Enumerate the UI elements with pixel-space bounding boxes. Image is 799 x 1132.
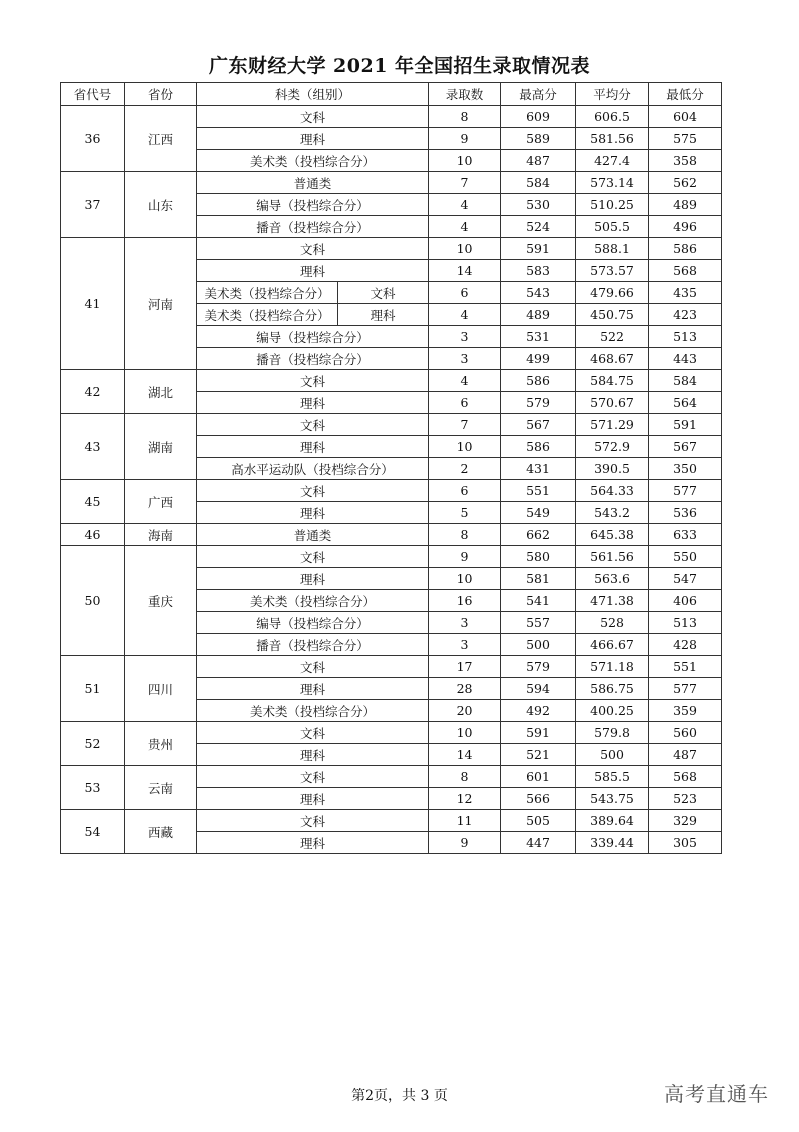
- min-score: 550: [649, 546, 722, 568]
- max-score: 584: [501, 172, 576, 194]
- min-score: 423: [649, 304, 722, 326]
- admitted-count: 28: [429, 678, 501, 700]
- category-cell: 文科: [197, 810, 429, 832]
- min-score: 577: [649, 480, 722, 502]
- max-score: 601: [501, 766, 576, 788]
- admitted-count: 12: [429, 788, 501, 810]
- admitted-count: 3: [429, 634, 501, 656]
- avg-score: 584.75: [576, 370, 649, 392]
- category-cell: 文科: [197, 546, 429, 568]
- max-score: 581: [501, 568, 576, 590]
- avg-score: 390.5: [576, 458, 649, 480]
- avg-score: 450.75: [576, 304, 649, 326]
- min-score: 489: [649, 194, 722, 216]
- admitted-count: 9: [429, 832, 501, 854]
- min-score: 350: [649, 458, 722, 480]
- category-cell: 播音（投档综合分）: [197, 348, 429, 370]
- table-row: [61, 414, 722, 436]
- category-cell: 播音（投档综合分）: [197, 216, 429, 238]
- category-cell: 理科: [197, 678, 429, 700]
- watermark: 高考直通车: [664, 1082, 769, 1106]
- admitted-count: 17: [429, 656, 501, 678]
- max-score: 447: [501, 832, 576, 854]
- max-score: 541: [501, 590, 576, 612]
- page-footer: 第2页，共 3 页: [351, 1088, 448, 1104]
- province-code: 41: [61, 238, 125, 370]
- table-body: [61, 106, 722, 854]
- category-cell: 理科: [197, 788, 429, 810]
- max-score: 591: [501, 722, 576, 744]
- province-name: 重庆: [125, 546, 197, 656]
- avg-score: 571.18: [576, 656, 649, 678]
- avg-score: 471.38: [576, 590, 649, 612]
- province-name: 海南: [125, 524, 197, 546]
- min-score: 591: [649, 414, 722, 436]
- province-code: 42: [61, 370, 125, 414]
- avg-score: 573.57: [576, 260, 649, 282]
- max-score: 530: [501, 194, 576, 216]
- admitted-count: 5: [429, 502, 501, 524]
- table-row: [61, 172, 722, 194]
- admitted-count: 4: [429, 304, 501, 326]
- min-score: 487: [649, 744, 722, 766]
- admitted-count: 14: [429, 260, 501, 282]
- max-score: 594: [501, 678, 576, 700]
- category-cell: 美术类（投档综合分）: [197, 150, 429, 172]
- min-score: 329: [649, 810, 722, 832]
- min-score: 547: [649, 568, 722, 590]
- province-name: 江西: [125, 106, 197, 172]
- max-score: 583: [501, 260, 576, 282]
- min-score: 513: [649, 612, 722, 634]
- avg-score: 466.67: [576, 634, 649, 656]
- avg-score: 585.5: [576, 766, 649, 788]
- avg-score: 645.38: [576, 524, 649, 546]
- min-score: 443: [649, 348, 722, 370]
- page-title: 广东财经大学 2021 年全国招生录取情况表: [208, 55, 591, 77]
- min-score: 584: [649, 370, 722, 392]
- max-score: 549: [501, 502, 576, 524]
- admitted-count: 10: [429, 568, 501, 590]
- max-score: 579: [501, 392, 576, 414]
- province-name: 西藏: [125, 810, 197, 854]
- province-name: 河南: [125, 238, 197, 370]
- min-score: 536: [649, 502, 722, 524]
- category-cell: 高水平运动队（投档综合分）: [197, 458, 429, 480]
- province-name: 湖南: [125, 414, 197, 480]
- header-province-code: 省代号: [61, 83, 125, 106]
- province-code: 54: [61, 810, 125, 854]
- avg-score: 606.5: [576, 106, 649, 128]
- admitted-count: 8: [429, 106, 501, 128]
- max-score: 489: [501, 304, 576, 326]
- category-cell: 美术类（投档综合分）: [197, 282, 338, 304]
- avg-score: 522: [576, 326, 649, 348]
- table-row: [61, 106, 722, 128]
- table-row: [61, 480, 722, 502]
- avg-score: 543.75: [576, 788, 649, 810]
- table-row: [61, 238, 722, 260]
- max-score: 566: [501, 788, 576, 810]
- category-cell: 文科: [197, 238, 429, 260]
- min-score: 575: [649, 128, 722, 150]
- min-score: 435: [649, 282, 722, 304]
- table-row: [61, 766, 722, 788]
- avg-score: 579.8: [576, 722, 649, 744]
- category-cell: 理科: [197, 436, 429, 458]
- avg-score: 563.6: [576, 568, 649, 590]
- subcategory-cell: 文科: [338, 282, 429, 304]
- admitted-count: 10: [429, 436, 501, 458]
- max-score: 589: [501, 128, 576, 150]
- admitted-count: 4: [429, 194, 501, 216]
- header-category: 科类（组别）: [197, 83, 429, 106]
- province-code: 45: [61, 480, 125, 524]
- category-cell: 播音（投档综合分）: [197, 634, 429, 656]
- avg-score: 389.64: [576, 810, 649, 832]
- admitted-count: 10: [429, 238, 501, 260]
- avg-score: 339.44: [576, 832, 649, 854]
- max-score: 524: [501, 216, 576, 238]
- province-name: 贵州: [125, 722, 197, 766]
- category-cell: 理科: [197, 128, 429, 150]
- min-score: 560: [649, 722, 722, 744]
- category-cell: 美术类（投档综合分）: [197, 304, 338, 326]
- avg-score: 586.75: [576, 678, 649, 700]
- admitted-count: 6: [429, 282, 501, 304]
- admitted-count: 6: [429, 392, 501, 414]
- min-score: 633: [649, 524, 722, 546]
- category-cell: 美术类（投档综合分）: [197, 700, 429, 722]
- subcategory-cell: 理科: [338, 304, 429, 326]
- min-score: 577: [649, 678, 722, 700]
- province-code: 36: [61, 106, 125, 172]
- avg-score: 500: [576, 744, 649, 766]
- category-cell: 编导（投档综合分）: [197, 194, 429, 216]
- province-code: 53: [61, 766, 125, 810]
- min-score: 496: [649, 216, 722, 238]
- min-score: 523: [649, 788, 722, 810]
- header-avg-score: 平均分: [576, 83, 649, 106]
- avg-score: 571.29: [576, 414, 649, 436]
- max-score: 586: [501, 436, 576, 458]
- min-score: 564: [649, 392, 722, 414]
- max-score: 499: [501, 348, 576, 370]
- header-min-score: 最低分: [649, 83, 722, 106]
- category-cell: 编导（投档综合分）: [197, 612, 429, 634]
- avg-score: 479.66: [576, 282, 649, 304]
- admitted-count: 9: [429, 546, 501, 568]
- admitted-count: 11: [429, 810, 501, 832]
- min-score: 358: [649, 150, 722, 172]
- admitted-count: 10: [429, 722, 501, 744]
- admitted-count: 8: [429, 766, 501, 788]
- category-cell: 文科: [197, 414, 429, 436]
- admitted-count: 3: [429, 612, 501, 634]
- category-cell: 文科: [197, 722, 429, 744]
- max-score: 531: [501, 326, 576, 348]
- admitted-count: 3: [429, 348, 501, 370]
- max-score: 567: [501, 414, 576, 436]
- province-code: 52: [61, 722, 125, 766]
- table-row: [61, 546, 722, 568]
- max-score: 579: [501, 656, 576, 678]
- admitted-count: 8: [429, 524, 501, 546]
- avg-score: 573.14: [576, 172, 649, 194]
- table-row: [61, 722, 722, 744]
- avg-score: 543.2: [576, 502, 649, 524]
- max-score: 662: [501, 524, 576, 546]
- avg-score: 581.56: [576, 128, 649, 150]
- avg-score: 505.5: [576, 216, 649, 238]
- admission-table: [60, 82, 722, 854]
- min-score: 359: [649, 700, 722, 722]
- avg-score: 510.25: [576, 194, 649, 216]
- category-cell: 文科: [197, 766, 429, 788]
- category-cell: 编导（投档综合分）: [197, 326, 429, 348]
- province-name: 云南: [125, 766, 197, 810]
- category-cell: 文科: [197, 480, 429, 502]
- admitted-count: 20: [429, 700, 501, 722]
- max-score: 580: [501, 546, 576, 568]
- province-code: 37: [61, 172, 125, 238]
- max-score: 557: [501, 612, 576, 634]
- max-score: 586: [501, 370, 576, 392]
- avg-score: 468.67: [576, 348, 649, 370]
- table-row: [61, 656, 722, 678]
- avg-score: 561.56: [576, 546, 649, 568]
- max-score: 492: [501, 700, 576, 722]
- category-cell: 文科: [197, 106, 429, 128]
- category-cell: 理科: [197, 744, 429, 766]
- avg-score: 400.25: [576, 700, 649, 722]
- table-row: [61, 370, 722, 392]
- min-score: 567: [649, 436, 722, 458]
- min-score: 604: [649, 106, 722, 128]
- admitted-count: 14: [429, 744, 501, 766]
- province-name: 四川: [125, 656, 197, 722]
- category-cell: 理科: [197, 392, 429, 414]
- province-code: 50: [61, 546, 125, 656]
- province-name: 湖北: [125, 370, 197, 414]
- max-score: 431: [501, 458, 576, 480]
- admitted-count: 10: [429, 150, 501, 172]
- category-cell: 普通类: [197, 172, 429, 194]
- min-score: 513: [649, 326, 722, 348]
- max-score: 551: [501, 480, 576, 502]
- admitted-count: 7: [429, 172, 501, 194]
- province-code: 46: [61, 524, 125, 546]
- province-name: 广西: [125, 480, 197, 524]
- min-score: 568: [649, 766, 722, 788]
- min-score: 406: [649, 590, 722, 612]
- header-max-score: 最高分: [501, 83, 576, 106]
- avg-score: 427.4: [576, 150, 649, 172]
- table-row: [61, 810, 722, 832]
- admitted-count: 3: [429, 326, 501, 348]
- table-header-row: [61, 83, 722, 106]
- header-province: 省份: [125, 83, 197, 106]
- avg-score: 570.67: [576, 392, 649, 414]
- category-cell: 文科: [197, 370, 429, 392]
- table-row: [61, 524, 722, 546]
- max-score: 487: [501, 150, 576, 172]
- province-name: 山东: [125, 172, 197, 238]
- category-cell: 文科: [197, 656, 429, 678]
- header-admitted: 录取数: [429, 83, 501, 106]
- category-cell: 理科: [197, 568, 429, 590]
- max-score: 591: [501, 238, 576, 260]
- avg-score: 564.33: [576, 480, 649, 502]
- max-score: 521: [501, 744, 576, 766]
- max-score: 505: [501, 810, 576, 832]
- min-score: 562: [649, 172, 722, 194]
- admitted-count: 6: [429, 480, 501, 502]
- category-cell: 理科: [197, 832, 429, 854]
- avg-score: 588.1: [576, 238, 649, 260]
- min-score: 551: [649, 656, 722, 678]
- admitted-count: 2: [429, 458, 501, 480]
- admitted-count: 4: [429, 370, 501, 392]
- category-cell: 普通类: [197, 524, 429, 546]
- province-code: 51: [61, 656, 125, 722]
- max-score: 543: [501, 282, 576, 304]
- category-cell: 美术类（投档综合分）: [197, 590, 429, 612]
- min-score: 568: [649, 260, 722, 282]
- admitted-count: 4: [429, 216, 501, 238]
- avg-score: 528: [576, 612, 649, 634]
- province-code: 43: [61, 414, 125, 480]
- admitted-count: 9: [429, 128, 501, 150]
- avg-score: 572.9: [576, 436, 649, 458]
- max-score: 609: [501, 106, 576, 128]
- max-score: 500: [501, 634, 576, 656]
- category-cell: 理科: [197, 502, 429, 524]
- min-score: 305: [649, 832, 722, 854]
- min-score: 586: [649, 238, 722, 260]
- category-cell: 理科: [197, 260, 429, 282]
- min-score: 428: [649, 634, 722, 656]
- admitted-count: 16: [429, 590, 501, 612]
- admitted-count: 7: [429, 414, 501, 436]
